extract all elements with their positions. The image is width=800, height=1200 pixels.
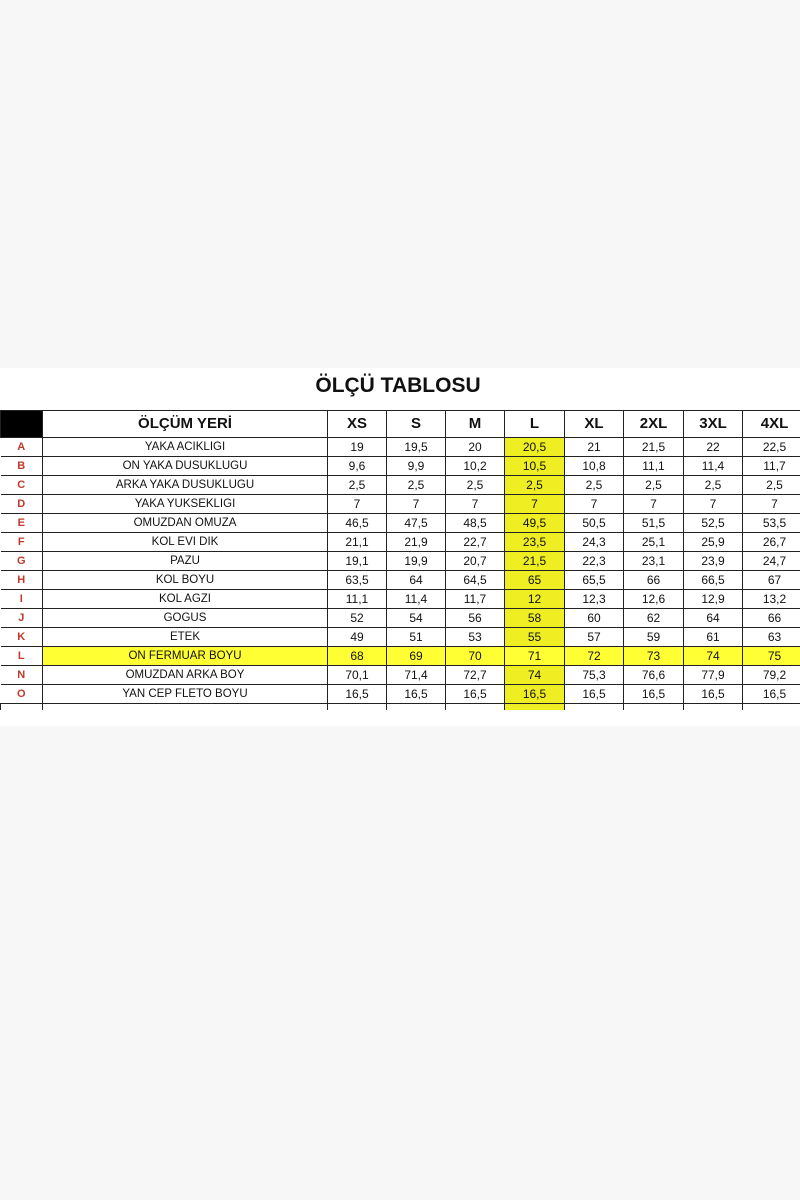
row-code: H <box>1 571 43 590</box>
header-size-4xl: 4XL <box>743 411 800 438</box>
row-code: B <box>1 457 43 476</box>
cell-size-3xl: 66,5 <box>684 571 743 590</box>
cutoff-cell <box>43 704 328 711</box>
cell-size-2xl: 73 <box>624 647 684 666</box>
cell-size-m: 48,5 <box>446 514 505 533</box>
measurement-name: KOL EVI DIK <box>43 533 328 552</box>
cell-size-xl: 60 <box>565 609 624 628</box>
cell-size-3xl: 7 <box>684 495 743 514</box>
cell-size-3xl: 11,4 <box>684 457 743 476</box>
cell-size-xl: 21 <box>565 438 624 457</box>
table-row <box>1 571 800 590</box>
row-code: I <box>1 590 43 609</box>
cell-size-m: 11,7 <box>446 590 505 609</box>
table-row-cutoff <box>1 704 800 711</box>
measurement-name: KOL AGZI <box>43 590 328 609</box>
cell-size-s: 19,9 <box>387 552 446 571</box>
cell-size-xl: 10,8 <box>565 457 624 476</box>
cell-size-xs: 63,5 <box>328 571 387 590</box>
cell-size-4xl: 22,5 <box>743 438 800 457</box>
table-row <box>1 533 800 552</box>
cell-size-2xl: 62 <box>624 609 684 628</box>
cell-size-xl: 16,5 <box>565 685 624 704</box>
cell-size-3xl: 2,5 <box>684 476 743 495</box>
cell-size-xs: 7 <box>328 495 387 514</box>
measurement-name: OMUZDAN ARKA BOY <box>43 666 328 685</box>
table-row <box>1 457 800 476</box>
cell-size-xl: 24,3 <box>565 533 624 552</box>
cell-size-xl: 72 <box>565 647 624 666</box>
cell-size-xl: 50,5 <box>565 514 624 533</box>
cell-size-m: 70 <box>446 647 505 666</box>
cell-size-4xl: 24,7 <box>743 552 800 571</box>
cell-size-l: 2,5 <box>505 476 565 495</box>
measurement-name: ARKA YAKA DUSUKLUGU <box>43 476 328 495</box>
cell-size-s: 19,5 <box>387 438 446 457</box>
cell-size-2xl: 23,1 <box>624 552 684 571</box>
cell-size-xl: 2,5 <box>565 476 624 495</box>
cell-size-xs: 2,5 <box>328 476 387 495</box>
row-code: J <box>1 609 43 628</box>
cell-size-l: 12 <box>505 590 565 609</box>
cell-size-3xl: 77,9 <box>684 666 743 685</box>
cell-size-3xl: 23,9 <box>684 552 743 571</box>
cell-size-l: 7 <box>505 495 565 514</box>
table-row <box>1 685 800 704</box>
cell-size-2xl: 25,1 <box>624 533 684 552</box>
row-code: F <box>1 533 43 552</box>
size-table <box>0 410 800 710</box>
cell-size-2xl: 16,5 <box>624 685 684 704</box>
cell-size-4xl: 13,2 <box>743 590 800 609</box>
table-row <box>1 476 800 495</box>
row-code: N <box>1 666 43 685</box>
row-code: E <box>1 514 43 533</box>
size-chart-sheet <box>0 368 800 726</box>
cell-size-m: 22,7 <box>446 533 505 552</box>
table-row <box>1 590 800 609</box>
row-code: D <box>1 495 43 514</box>
cell-size-xl: 12,3 <box>565 590 624 609</box>
cell-size-xs: 46,5 <box>328 514 387 533</box>
cell-size-2xl: 59 <box>624 628 684 647</box>
table-row <box>1 647 800 666</box>
cell-size-m: 72,7 <box>446 666 505 685</box>
cell-size-4xl: 26,7 <box>743 533 800 552</box>
cell-size-xs: 70,1 <box>328 666 387 685</box>
cutoff-cell <box>387 704 446 711</box>
table-row <box>1 438 800 457</box>
cell-size-4xl: 75 <box>743 647 800 666</box>
cell-size-4xl: 11,7 <box>743 457 800 476</box>
cell-size-xs: 52 <box>328 609 387 628</box>
measurement-name: GOGUS <box>43 609 328 628</box>
measurement-name: YAKA ACIKLIGI <box>43 438 328 457</box>
cell-size-4xl: 67 <box>743 571 800 590</box>
cell-size-l: 71 <box>505 647 565 666</box>
cell-size-s: 54 <box>387 609 446 628</box>
cell-size-xl: 57 <box>565 628 624 647</box>
cell-size-m: 16,5 <box>446 685 505 704</box>
header-size-2xl: 2XL <box>624 411 684 438</box>
cell-size-xs: 68 <box>328 647 387 666</box>
cell-size-l: 16,5 <box>505 685 565 704</box>
cell-size-xs: 9,6 <box>328 457 387 476</box>
cell-size-4xl: 66 <box>743 609 800 628</box>
cell-size-l: 10,5 <box>505 457 565 476</box>
header-size-m: M <box>446 411 505 438</box>
cell-size-s: 9,9 <box>387 457 446 476</box>
cell-size-l: 74 <box>505 666 565 685</box>
cell-size-3xl: 61 <box>684 628 743 647</box>
cell-size-s: 7 <box>387 495 446 514</box>
measurement-name: PAZU <box>43 552 328 571</box>
cell-size-m: 53 <box>446 628 505 647</box>
cell-size-s: 69 <box>387 647 446 666</box>
cell-size-2xl: 11,1 <box>624 457 684 476</box>
cell-size-2xl: 21,5 <box>624 438 684 457</box>
cell-size-l: 20,5 <box>505 438 565 457</box>
cell-size-2xl: 7 <box>624 495 684 514</box>
measurement-name: ETEK <box>43 628 328 647</box>
cell-size-3xl: 25,9 <box>684 533 743 552</box>
cell-size-3xl: 22 <box>684 438 743 457</box>
cell-size-4xl: 7 <box>743 495 800 514</box>
cell-size-xl: 65,5 <box>565 571 624 590</box>
cell-size-4xl: 16,5 <box>743 685 800 704</box>
table-row <box>1 609 800 628</box>
row-code: L <box>1 647 43 666</box>
cell-size-2xl: 76,6 <box>624 666 684 685</box>
cell-size-xl: 22,3 <box>565 552 624 571</box>
cell-size-3xl: 64 <box>684 609 743 628</box>
cell-size-m: 56 <box>446 609 505 628</box>
measurement-name: ON FERMUAR BOYU <box>43 647 328 666</box>
row-code: C <box>1 476 43 495</box>
measurement-name: KOL BOYU <box>43 571 328 590</box>
cell-size-m: 7 <box>446 495 505 514</box>
cutoff-cell <box>328 704 387 711</box>
cutoff-cell <box>1 704 43 711</box>
cell-size-s: 71,4 <box>387 666 446 685</box>
cutoff-cell <box>565 704 624 711</box>
cell-size-4xl: 63 <box>743 628 800 647</box>
cell-size-xl: 75,3 <box>565 666 624 685</box>
cell-size-2xl: 2,5 <box>624 476 684 495</box>
row-code: O <box>1 685 43 704</box>
cell-size-m: 20 <box>446 438 505 457</box>
chart-title: ÖLÇÜ TABLOSU <box>315 374 481 397</box>
cell-size-4xl: 79,2 <box>743 666 800 685</box>
cutoff-cell <box>446 704 505 711</box>
cell-size-m: 10,2 <box>446 457 505 476</box>
header-corner <box>1 411 43 438</box>
measurement-name: YAKA YUKSEKLIGI <box>43 495 328 514</box>
cell-size-s: 21,9 <box>387 533 446 552</box>
cell-size-xs: 19 <box>328 438 387 457</box>
cutoff-cell <box>743 704 800 711</box>
cell-size-2xl: 51,5 <box>624 514 684 533</box>
cell-size-l: 55 <box>505 628 565 647</box>
cell-size-4xl: 53,5 <box>743 514 800 533</box>
cell-size-xs: 11,1 <box>328 590 387 609</box>
cell-size-3xl: 16,5 <box>684 685 743 704</box>
table-row <box>1 514 800 533</box>
cell-size-m: 20,7 <box>446 552 505 571</box>
measurement-name: YAN CEP FLETO BOYU <box>43 685 328 704</box>
table-row <box>1 628 800 647</box>
measurement-name: ON YAKA DUSUKLUGU <box>43 457 328 476</box>
cell-size-l: 49,5 <box>505 514 565 533</box>
measurement-name: OMUZDAN OMUZA <box>43 514 328 533</box>
table-row <box>1 552 800 571</box>
cell-size-s: 16,5 <box>387 685 446 704</box>
cell-size-s: 47,5 <box>387 514 446 533</box>
cell-size-xs: 21,1 <box>328 533 387 552</box>
header-size-xl: XL <box>565 411 624 438</box>
header-measurement: ÖLÇÜM YERİ <box>43 411 328 438</box>
cutoff-cell <box>505 704 565 711</box>
cell-size-xs: 49 <box>328 628 387 647</box>
cell-size-m: 2,5 <box>446 476 505 495</box>
header-size-xs: XS <box>328 411 387 438</box>
cell-size-m: 64,5 <box>446 571 505 590</box>
header-size-s: S <box>387 411 446 438</box>
cutoff-cell <box>684 704 743 711</box>
cell-size-l: 23,5 <box>505 533 565 552</box>
cell-size-l: 58 <box>505 609 565 628</box>
cell-size-xs: 19,1 <box>328 552 387 571</box>
cell-size-2xl: 12,6 <box>624 590 684 609</box>
cell-size-s: 64 <box>387 571 446 590</box>
table-header-row <box>1 411 800 438</box>
cell-size-2xl: 66 <box>624 571 684 590</box>
header-size-l: L <box>505 411 565 438</box>
cell-size-s: 51 <box>387 628 446 647</box>
cell-size-3xl: 52,5 <box>684 514 743 533</box>
cell-size-4xl: 2,5 <box>743 476 800 495</box>
cell-size-3xl: 74 <box>684 647 743 666</box>
cell-size-l: 21,5 <box>505 552 565 571</box>
header-size-3xl: 3XL <box>684 411 743 438</box>
cell-size-3xl: 12,9 <box>684 590 743 609</box>
row-code: G <box>1 552 43 571</box>
cutoff-cell <box>624 704 684 711</box>
cell-size-s: 11,4 <box>387 590 446 609</box>
table-row <box>1 495 800 514</box>
cell-size-xs: 16,5 <box>328 685 387 704</box>
cell-size-xl: 7 <box>565 495 624 514</box>
cell-size-s: 2,5 <box>387 476 446 495</box>
table-row <box>1 666 800 685</box>
row-code: K <box>1 628 43 647</box>
cell-size-l: 65 <box>505 571 565 590</box>
row-code: A <box>1 438 43 457</box>
